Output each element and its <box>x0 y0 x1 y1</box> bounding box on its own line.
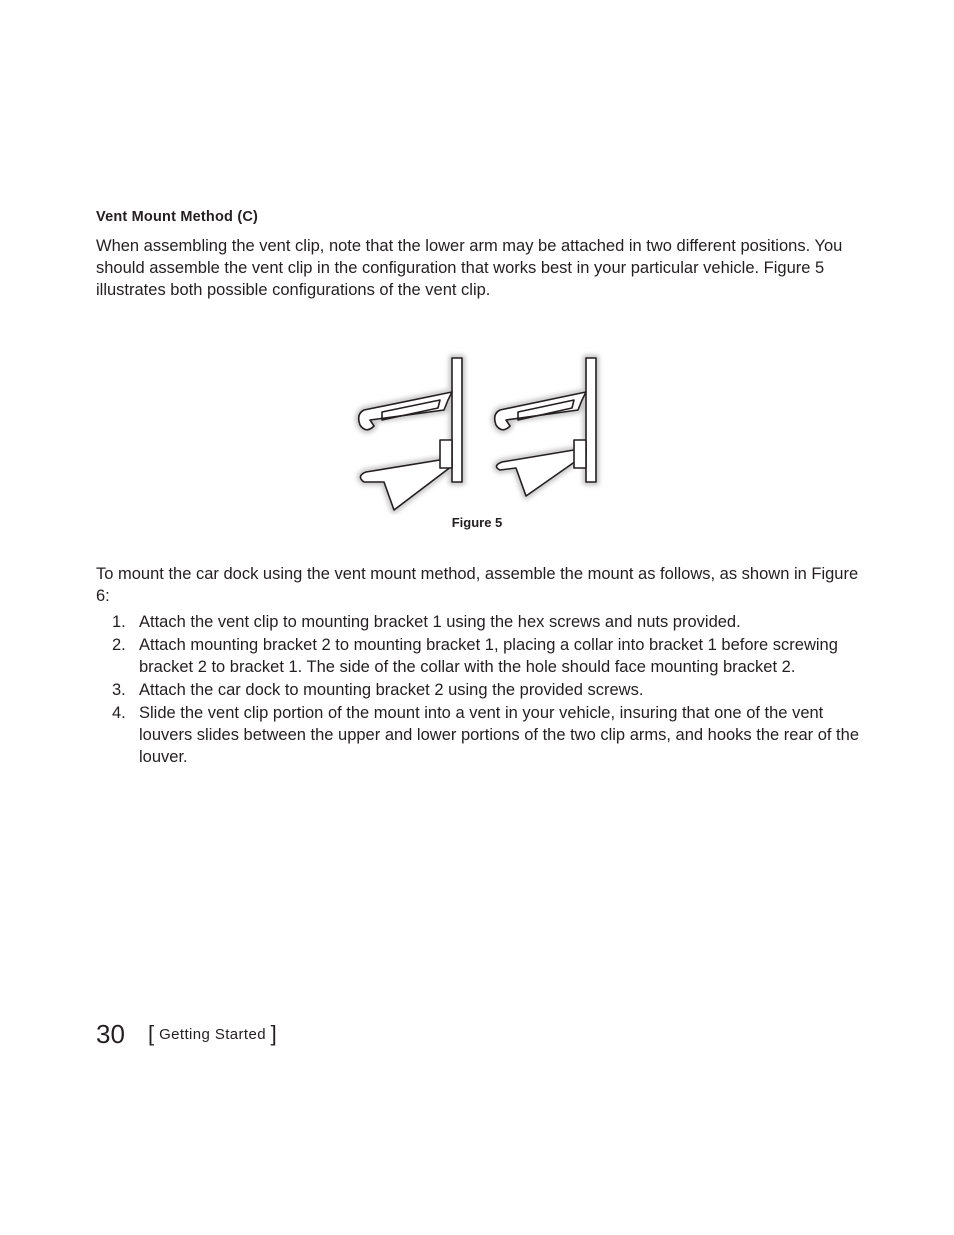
footer-section-label <box>148 1022 277 1047</box>
list-item <box>96 634 866 678</box>
instructions-lead: To mount the car dock using the vent mount method, assemble the mount as follows, as shown in Figure 6: <box>96 565 859 605</box>
list-item <box>96 702 866 768</box>
step-text: Slide the vent clip portion of the mount into a vent in your vehicle, insuring that one of the vent louvers slides between the upper and lower portions of the two clip arms, and hooks the rear of the louver. <box>139 704 859 766</box>
step-text: Attach the car dock to mounting bracket 2 using the provided screws. <box>139 681 644 699</box>
section-title: Getting Started <box>159 1026 266 1043</box>
vent-clip-figure <box>340 350 610 515</box>
step-number: 4. <box>112 704 126 722</box>
step-number: 1. <box>112 613 126 631</box>
figure-caption: Figure 5 <box>451 515 503 530</box>
bracket-close: ] <box>270 1021 278 1046</box>
vent-clip-config-left <box>359 358 462 510</box>
vent-clip-config-right <box>495 358 596 496</box>
list-item <box>96 611 866 633</box>
step-number: 2. <box>112 636 126 654</box>
page-number: 30 <box>96 1019 125 1049</box>
bracket-open: [ <box>148 1021 155 1046</box>
step-text: Attach mounting bracket 2 to mounting bracket 1, placing a collar into bracket 1 before screwing bracket 2 to bracket 1. The side of the collar with the hole should face mounting bracket 2. <box>139 636 838 676</box>
intro-paragraph: When assembling the vent clip, note that the lower arm may be attached in two different positions. You should assemble the vent clip in the configuration that works best in your particular vehicle. Figure 5 illustrates both possible configurations of the vent clip. <box>96 237 843 299</box>
section-heading: Vent Mount Method (C) <box>96 209 259 225</box>
vent-clip-illustration <box>340 350 610 515</box>
step-text: Attach the vent clip to mounting bracket 1 using the hex screws and nuts provided. <box>139 613 741 631</box>
list-item <box>96 679 866 701</box>
instruction-steps <box>96 611 866 769</box>
step-number: 3. <box>112 681 126 699</box>
